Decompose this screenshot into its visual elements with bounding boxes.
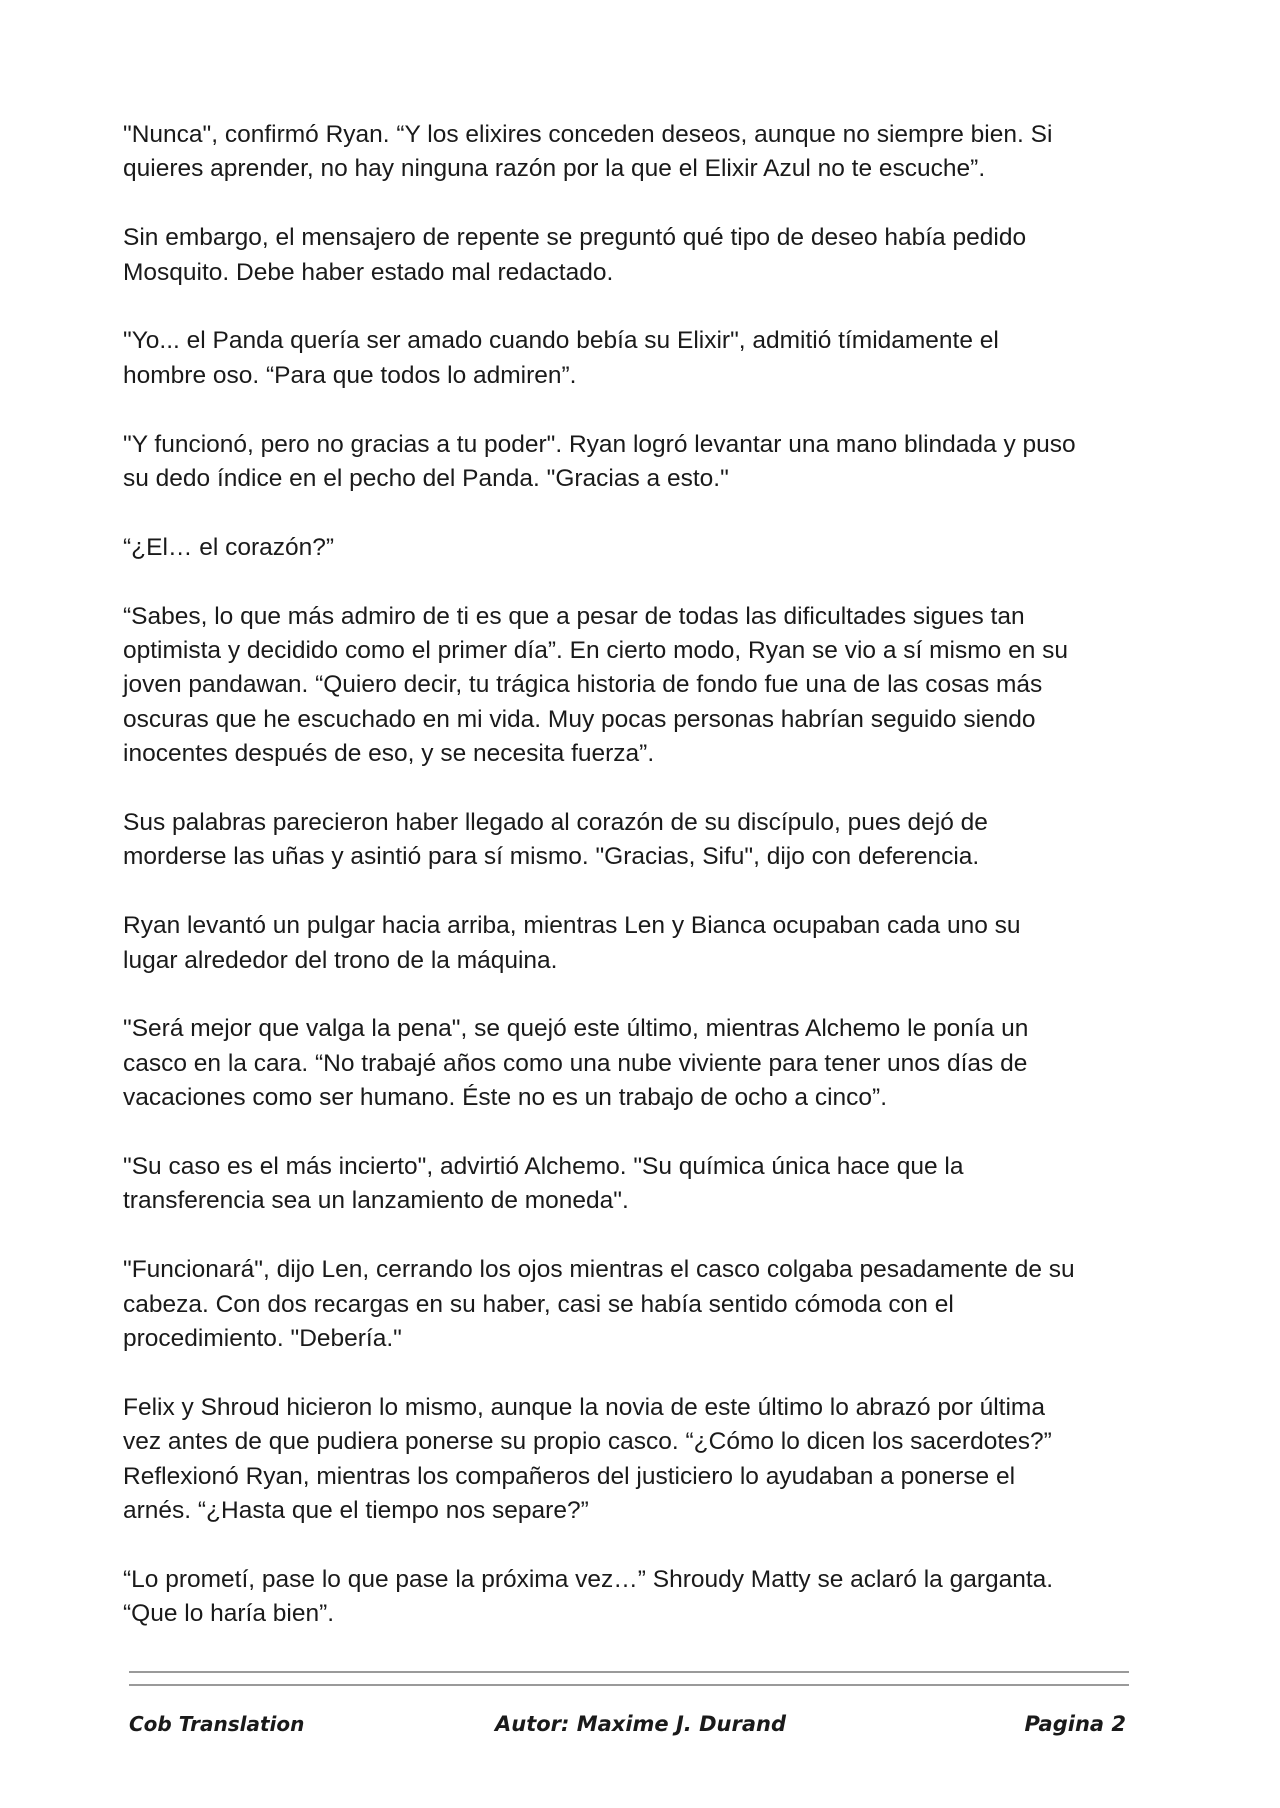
footer-translator: Cob Translation [129,1712,305,1736]
footer-author: Autor: Maxime J. Durand [495,1712,786,1736]
paragraph-13: “Lo prometí, pase lo que pase la próxima vez…” Shroudy Matty se aclaró la garganta. “Que lo haría bien”. [123,1565,1054,1628]
footer-divider-bottom [129,1684,1129,1686]
paragraph-1: "Nunca", confirmó Ryan. “Y los elixires conceden deseos, aunque no siempre bien. Si quieres aprender, no hay ninguna razón por la que el Elixir Azul no te escuche”. [123,121,1053,183]
paragraph-9: "Será mejor que valga la pena", se quejó este último, mientras Alchemo le ponía un casco en la cara. “No trabajé años como una nube viviente para tener unos días de vacaciones como ser humano. Éste no es un trabajo de ocho a cinco”. [123,1015,1029,1112]
paragraph-4: "Y funcionó, pero no gracias a tu poder". Ryan logró levantar una mano blindada y puso su dedo índice en el pecho del Panda. "Gracias a esto." [123,430,1076,493]
paragraph-7: Sus palabras parecieron haber llegado al corazón de su discípulo, pues dejó de morderse las uñas y asintió para sí mismo. "Gracias, Sifu", dijo con deferencia. [123,809,988,871]
paragraph-12: Felix y Shroud hicieron lo mismo, aunque la novia de este último lo abrazó por última vez antes de que pudiera ponerse su propio casco. “¿Cómo lo dicen los sacerdotes?” Reflexionó Ryan, mientras los compañeros del justiciero lo ayudaban a ponerse el arnés. “¿Hasta que el tiempo nos separe?” [123,1393,1052,1525]
paragraph-5: “¿El… el corazón?” [123,533,335,561]
footer-page-number: Pagina 2 [1024,1712,1126,1736]
footer-divider-top [129,1671,1129,1673]
paragraph-10: "Su caso es el más incierto", advirtió Alchemo. "Su química única hace que la transferencia sea un lanzamiento de moneda". [123,1153,964,1215]
paragraph-11: "Funcionará", dijo Len, cerrando los ojos mientras el casco colgaba pesadamente de su cabeza. Con dos recargas en su haber, casi se había sentido cómoda con el procedimiento. "Debería." [123,1256,1075,1353]
paragraph-8: Ryan levantó un pulgar hacia arriba, mientras Len y Bianca ocupaban cada uno su lugar alrededor del trono de la máquina. [123,912,1021,974]
body-text [123,118,1163,1632]
paragraph-2: Sin embargo, el mensajero de repente se preguntó qué tipo de deseo había pedido Mosquito. Debe haber estado mal redactado. [123,224,1027,286]
paragraph-3: "Yo... el Panda quería ser amado cuando bebía su Elixir", admitió tímidamente el hombre oso. “Para que todos lo admiren”. [123,327,999,389]
paragraph-6: “Sabes, lo que más admiro de ti es que a pesar de todas las dificultades sigues tan optimista y decidido como el primer día”. En cierto modo, Ryan se vio a sí mismo en su joven pandawan. “Quiero decir, tu trágica historia de fondo fue una de las cosas más oscuras que he escuchado en mi vida. Muy pocas personas habrían seguido siendo inocentes después de eso, y se necesita fuerza”. [123,602,1068,768]
